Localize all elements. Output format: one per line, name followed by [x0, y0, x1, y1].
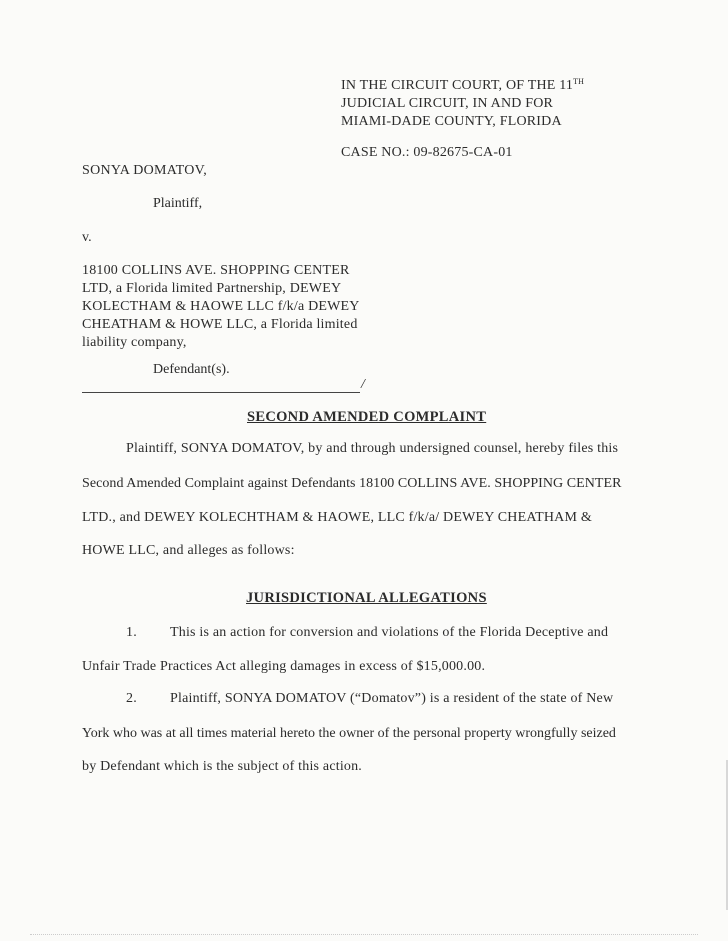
intro-line-2: Second Amended Complaint against Defendants 18100 COLLINS AVE. SHOPPING CENTER [82, 476, 622, 491]
paragraph-1-line-2: Unfair Trade Practices Act alleging damages in excess of $15,000.00. [82, 659, 486, 674]
paragraph-2-line-1: Plaintiff, SONYA DOMATOV (“Domatov”) is a resident of the state of New [170, 691, 614, 706]
paragraph-1-line-1: This is an action for conversion and violations of the Florida Deceptive and [170, 625, 609, 640]
defendant-line-3: KOLECTHAM & HAOWE LLC f/k/a DEWEY [82, 299, 360, 314]
caption-slash: / [361, 377, 365, 392]
defendant-line-2: LTD, a Florida limited Partnership, DEWEY [82, 281, 342, 296]
paragraph-1-number: 1. [126, 625, 137, 640]
paragraph-2-line-2: York who was at all times material hereto the owner of the personal property wrongfully seized [82, 726, 616, 741]
court-caption-line-2: JUDICIAL CIRCUIT, IN AND FOR [341, 96, 554, 111]
intro-line-1: Plaintiff, SONYA DOMATOV, by and through undersigned counsel, hereby files this [126, 441, 619, 456]
section-heading: JURISDICTIONAL ALLEGATIONS [246, 590, 487, 606]
intro-line-3: LTD., and DEWEY KOLECHTHAM & HAOWE, LLC f/k/a/ DEWEY CHEATHAM & [82, 510, 592, 525]
paragraph-2-line-3: by Defendant which is the subject of this action. [82, 759, 363, 774]
court-caption-line-3: MIAMI-DADE COUNTY, FLORIDA [341, 114, 562, 129]
defendant-line-5: liability company, [82, 335, 187, 350]
plaintiff-name: SONYA DOMATOV, [82, 163, 208, 178]
caption-divider-line [82, 392, 360, 393]
scan-bottom-edge [30, 934, 698, 936]
versus: v. [82, 230, 92, 245]
defendant-caption [82, 262, 360, 352]
case-number: CASE NO.: 09-82675-CA-01 [341, 145, 513, 160]
court-caption-line-1: IN THE CIRCUIT COURT, OF THE 11TH [341, 77, 585, 93]
defendant-label: Defendant(s). [153, 362, 230, 377]
court-caption [341, 77, 584, 131]
document-title: SECOND AMENDED COMPLAINT [247, 409, 487, 425]
defendant-line-1: 18100 COLLINS AVE. SHOPPING CENTER [82, 263, 350, 278]
plaintiff-label: Plaintiff, [153, 196, 203, 211]
intro-line-4: HOWE LLC, and alleges as follows: [82, 543, 295, 558]
paragraph-2-number: 2. [126, 691, 137, 706]
defendant-line-4: CHEATHAM & HOWE LLC, a Florida limited [82, 317, 358, 332]
